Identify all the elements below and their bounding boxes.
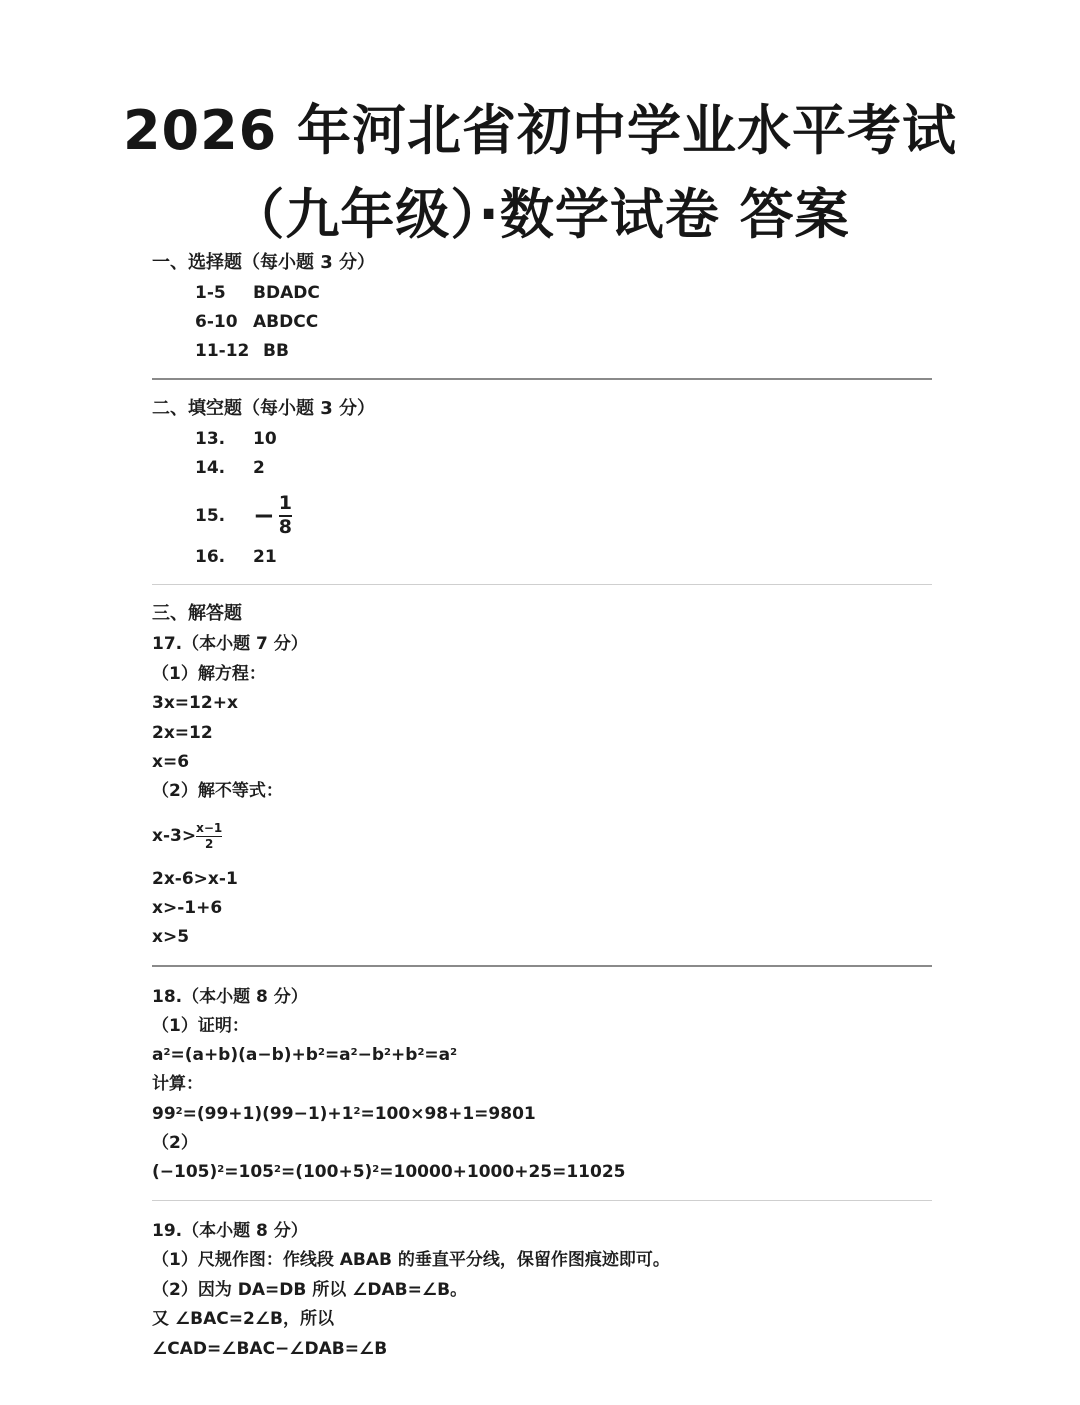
- section-divider: [152, 378, 932, 380]
- inequality-fraction: [196, 822, 222, 850]
- row-number: 16.: [195, 547, 226, 567]
- fraction-denominator: 8: [278, 516, 293, 538]
- q17-step: x>-1+6: [152, 898, 223, 918]
- row-answer: BB: [263, 341, 289, 361]
- row-number: 6-10: [195, 312, 238, 332]
- q17-step: x>5: [152, 927, 190, 947]
- section2-row-14: [195, 457, 265, 479]
- row-number: 15.: [195, 506, 226, 526]
- row-answer: 2: [253, 458, 265, 478]
- section2-row-15: [195, 486, 292, 546]
- row-answer: 21: [253, 547, 277, 567]
- section2-row-13: [195, 428, 277, 450]
- q17-step: x=6: [152, 752, 190, 772]
- q17-heading: 17.（本小题 7 分）: [152, 634, 308, 654]
- section1-heading: 一、选择题（每小题 3 分）: [152, 252, 376, 273]
- q17-step: 3x=12+x: [152, 693, 238, 713]
- q17-part1: （1）解方程：: [152, 664, 266, 684]
- q19-line: （1）尺规作图：作线段 ABAB 的垂直平分线，保留作图痕迹即可。: [152, 1250, 670, 1270]
- q18-calc-label: 计算：: [152, 1074, 203, 1094]
- title-line-1: 2026 年河北省初中学业水平考试: [122, 99, 958, 162]
- q17-inequality: [152, 816, 222, 856]
- section1-row-1: [195, 282, 320, 304]
- row-number: 13.: [195, 429, 226, 449]
- section-divider: [152, 584, 932, 585]
- q18-part1: （1）证明：: [152, 1016, 249, 1036]
- section2-heading: 二、填空题（每小题 3 分）: [152, 398, 376, 419]
- q17-step: 2x-6>x-1: [152, 869, 238, 889]
- fraction-numerator: 1: [278, 492, 293, 515]
- fraction-numerator: x−1: [196, 820, 223, 835]
- row-answer: 10: [253, 429, 277, 449]
- section-divider: [152, 965, 932, 967]
- q19-heading: 19.（本小题 8 分）: [152, 1221, 308, 1241]
- q18-part2-line: $(-105)^2=105^2=(100+5)^2=10000+1000+25=11025$: [152, 1162, 626, 1182]
- inequality-left: x-3>: [152, 826, 197, 846]
- row-answer: ABDCC: [253, 312, 319, 332]
- row-number: 11-12: [195, 341, 250, 361]
- q18-calc-line: $99^2=(99+1)(99-1)+1^2=100\times 98+1=9801$: [152, 1104, 536, 1124]
- q17-step: 2x=12: [152, 723, 213, 743]
- section-divider: [152, 1200, 932, 1201]
- row-number: 1-5: [195, 283, 226, 303]
- section1-row-2: [195, 311, 318, 333]
- title-line-2: （九年级）·数学试卷 答案: [230, 183, 850, 246]
- fraction-one-eighth: [279, 494, 292, 538]
- negative-sign: −: [253, 501, 275, 531]
- q17-part2: （2）解不等式：: [152, 781, 283, 801]
- section3-heading: 三、解答题: [152, 603, 242, 624]
- row-answer: BDADC: [253, 283, 320, 303]
- q19-line: （2）因为 DA=DB 所以 ∠DAB=∠B。: [152, 1280, 468, 1300]
- section2-row-16: [195, 546, 277, 568]
- section1-row-3: [195, 340, 289, 362]
- q19-line: ∠CAD=∠BAC−∠DAB=∠B: [152, 1339, 388, 1359]
- q18-proof-line: $a^2=(a+b)(a-b)+b^2=a^2-b^2+b^2=a^2$: [152, 1045, 458, 1065]
- row-number: 14.: [195, 458, 226, 478]
- fraction-denominator: 2: [204, 836, 214, 851]
- q18-part2: （2）: [152, 1133, 198, 1153]
- q19-line: 又 ∠BAC=2∠B，所以: [152, 1309, 335, 1329]
- q18-heading: 18.（本小题 8 分）: [152, 987, 308, 1007]
